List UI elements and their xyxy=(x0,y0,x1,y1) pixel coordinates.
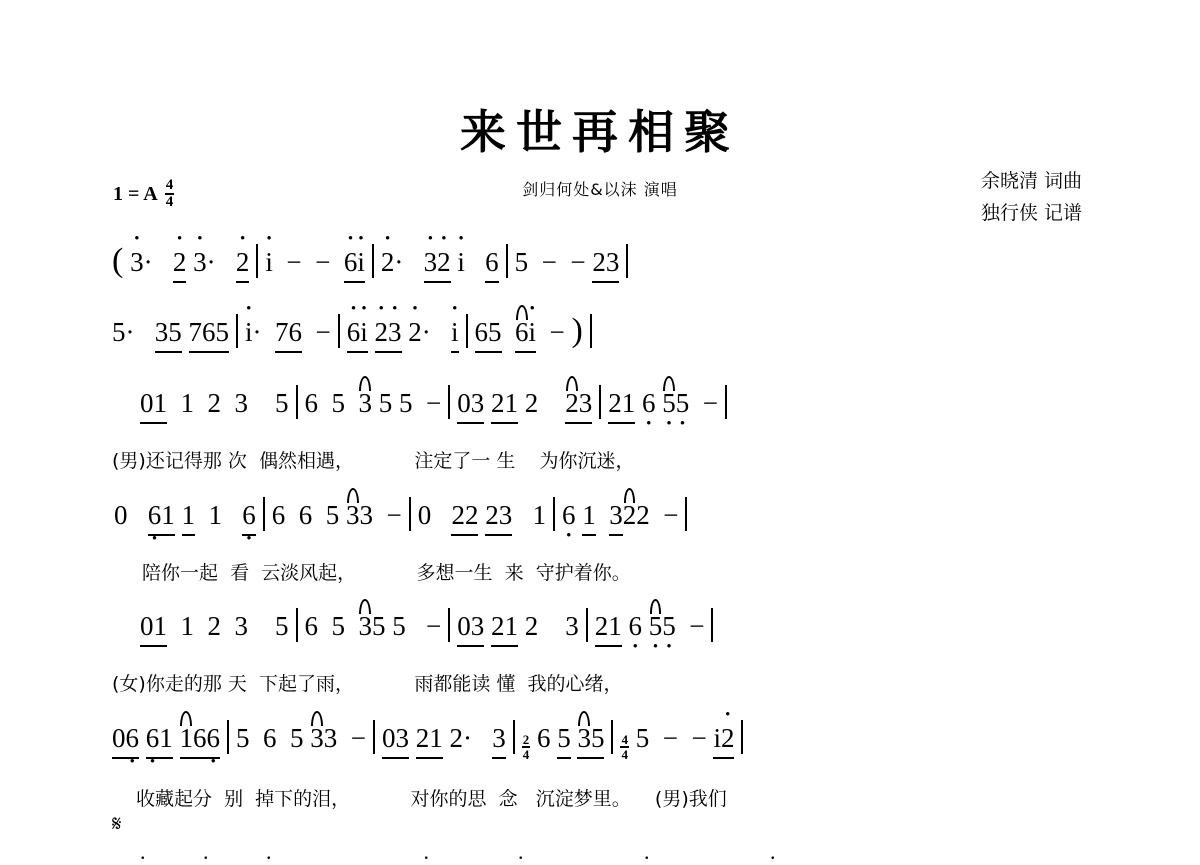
score-line-1-notes: ( • 3· • 2 • 3· • 2 • i − − • 6• i • 2· • 3• 2 • i 6 5 − − 23 xyxy=(112,242,1200,283)
score-line-7-notes: . . . . . . . xyxy=(140,839,802,864)
key-label: 1 = A xyxy=(113,182,158,205)
score-line-4 xyxy=(114,497,1200,585)
credit-transcriber: 独行侠 记谱 xyxy=(980,202,1082,225)
score-line-7 xyxy=(112,812,1200,865)
score-line-3-notes: 01 1 2 3 5 6 5 3 5 5 − 03 21 2 23 21 6 • 5 •5 • − xyxy=(140,385,1200,424)
score-line-4-notes: 0 6 •1 1 1 6 • 6 6 5 33 − 0 22 23 1 6 • 1 322 − xyxy=(114,497,1200,536)
score-line-6-notes: 06 • 6 •1 166 • 5 6 5 33 − 03 21 2· 3 $\frac{2}{4}$ 6 5 35 $\frac{4}{4}$ 5 − − i• 2 xyxy=(112,720,1200,762)
time-numerator: 4 xyxy=(165,178,175,195)
score-line-1 xyxy=(112,242,1200,283)
key-signature xyxy=(113,178,174,211)
score-line-4-lyrics: 陪你一起 看 云淡风起， 多想一生 来 守护着你。 xyxy=(142,562,631,584)
performer-line: 剑归何处&以沫 演唱 xyxy=(522,180,678,199)
score-line-5-notes: 01 1 2 3 5 6 5 35 5 − 03 21 2 3 21 6 • 5 •5 • − xyxy=(140,608,1200,647)
time-denominator: 4 xyxy=(165,194,174,211)
score-line-5-lyrics: (女)你走的那 天 下起了雨， 雨都能读 懂 我的心绪， xyxy=(112,673,623,695)
score-line-3 xyxy=(112,385,1200,473)
score-line-3-lyrics: (男)还记得那 次 偶然相遇， 注定了一 生 为你沉迷， xyxy=(112,450,635,472)
segno-sign: 𝄋 xyxy=(112,812,122,837)
score-line-6-lyrics: 收藏起分 别 掉下的泪， 对你的思 念 沉淀梦里。 (男)我们 xyxy=(136,787,727,810)
score-line-2-notes: 5· 35 765 • i· 76 − • 6• i • 2• 3 • 2· • i 65 6• i − ) xyxy=(112,312,1200,353)
score-line-5 xyxy=(112,608,1200,696)
credits xyxy=(981,165,1082,230)
page-title: 来世再相聚 xyxy=(460,105,740,159)
score-line-6 xyxy=(112,720,1200,811)
time-signature xyxy=(165,178,175,211)
score-line-2 xyxy=(112,312,1200,353)
credit-lyricist: 余晓清 词曲 xyxy=(980,170,1082,192)
